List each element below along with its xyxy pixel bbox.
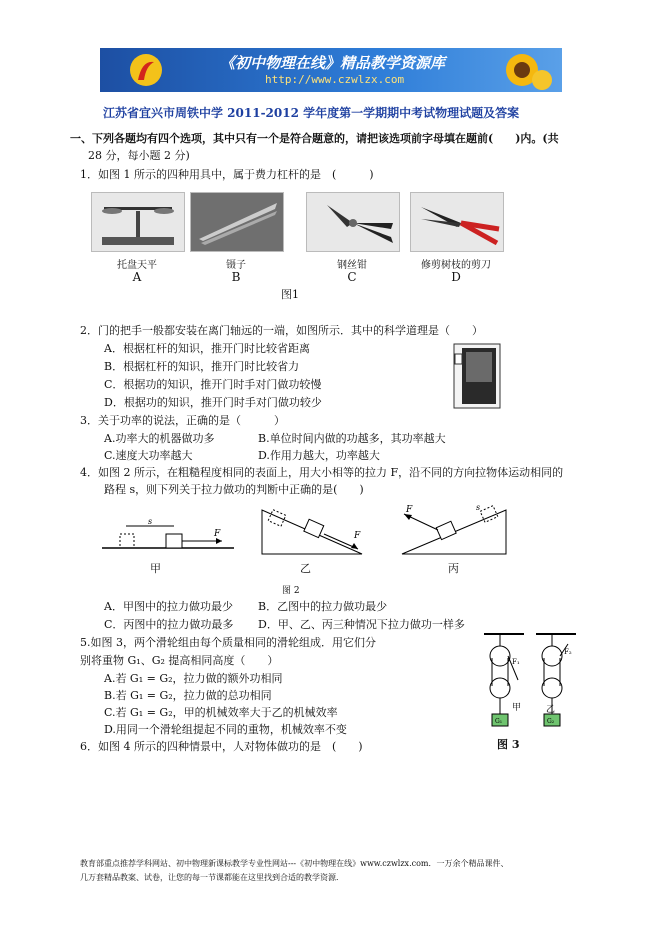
q4-label-bing: 丙	[448, 562, 459, 575]
q5-option-a[interactable]: A.若 G₁ = G₂，拉力做的额外功相同	[104, 672, 283, 685]
pliers-image	[306, 192, 400, 252]
banner-url[interactable]: http://www.czwlzx.com	[265, 73, 405, 86]
footer-line-2: 几万套精品教案、试卷，让您的每一节课都能在这里找到合适的教学资源．	[80, 873, 344, 882]
option-c-label: 钢丝钳	[337, 260, 367, 271]
balance-image	[91, 192, 185, 252]
q4-stem-line1: 4．如图 2 所示，在粗糙程度相同的表面上，用大小相等的拉力 F，沿不同的方向拉物体运动相同的	[80, 466, 564, 479]
q4-force-label-3: F	[406, 505, 413, 515]
q3-stem: 3．关于功率的说法，正确的是（ ）	[80, 414, 285, 427]
q5-g2-label: G₂	[547, 718, 555, 725]
q5-g1-label: G₁	[495, 718, 503, 725]
q4-distance-label-1: s	[148, 517, 153, 526]
q4-option-a[interactable]: A．甲图中的拉力做功最少	[104, 600, 233, 613]
option-d-letter: D	[451, 270, 461, 284]
q3-option-d[interactable]: D.作用力越大，功率越大	[258, 449, 380, 462]
q2-option-c[interactable]: C．根据功的知识，推开门时手对门做功较慢	[104, 378, 322, 391]
door-image	[452, 342, 502, 410]
q4-label-jia: 甲	[150, 562, 161, 575]
q2-option-b[interactable]: B．根据杠杆的知识，推开门时比较省力	[104, 360, 300, 373]
header-banner	[100, 48, 562, 92]
q5-jia-label: 甲	[512, 703, 522, 713]
q5-option-d[interactable]: D.用同一个滑轮组提起不同的重物，机械效率不变	[104, 723, 347, 736]
q3-option-a[interactable]: A.功率大的机器做功多	[104, 432, 215, 445]
site-logo-icon	[128, 52, 164, 88]
option-a-label: 托盘天平	[117, 260, 157, 271]
q6-stem: 6．如图 4 所示的四种情景中，人对物体做功的是 ( )	[80, 740, 363, 753]
q5-yi-label: 乙	[546, 705, 556, 715]
figure-2-caption: 图 2	[282, 586, 300, 596]
banner-title: 《初中物理在线》精品教学资源库	[220, 54, 446, 72]
q4-option-d[interactable]: D．甲、乙、丙三种情况下拉力做功一样多	[258, 618, 465, 631]
footer-line-1: 教育部重点推荐学科网站、初中物理新课标教学专业性网站---《初中物理在线》www.czwlzx.com．一万余个精品课件、	[80, 859, 509, 868]
q1-stem: 1．如图 1 所示的四种用具中，属于费力杠杆的是 ( )	[80, 168, 374, 181]
pruning-shears-image	[410, 192, 504, 252]
q5-stem-line2: 别将重物 G₁、G₂ 提高相同高度（ ）	[80, 654, 279, 667]
q4-force-label-1: F	[214, 529, 221, 539]
q5-f2-label: F₂	[564, 648, 572, 656]
figure-3-caption: 图 3	[497, 738, 520, 751]
q3-option-b[interactable]: B.单位时间内做的功越多，其功率越大	[258, 432, 446, 445]
option-d-label: 修剪树枝的剪刀	[421, 260, 491, 271]
q4-force-label-2: F	[354, 531, 361, 541]
q5-option-b[interactable]: B.若 G₁ = G₂，拉力做的总功相同	[104, 689, 272, 702]
q4-stem-line2: 路程 s，则下列关于拉力做功的判断中正确的是( )	[104, 483, 364, 496]
figure-1-caption: 图1	[281, 288, 299, 301]
figure-2-diagram	[96, 504, 576, 564]
q2-option-a[interactable]: A．根据杠杆的知识，推开门时比较省距离	[104, 342, 310, 355]
q5-f1-label: F₁	[512, 658, 520, 666]
q3-option-c[interactable]: C.速度大功率越大	[104, 449, 193, 462]
q4-label-yi: 乙	[300, 562, 311, 575]
section-instruction: 一、下列各题均有四个选项，其中只有一个是符合题意的，请把该选项前字母填在题前( )内。(共	[70, 132, 559, 145]
q2-stem: 2．门的把手一般都安装在离门轴远的一端，如图所示．其中的科学道理是（ ）	[80, 324, 483, 337]
figure-3-pulleys	[480, 630, 580, 740]
q2-option-d[interactable]: D．根据功的知识，推开门时手对门做功较少	[104, 396, 322, 409]
q4-distance-label-3: s	[476, 504, 481, 512]
option-c-letter: C	[347, 270, 357, 284]
q5-option-c[interactable]: C.若 G₁ = G₂，甲的机械效率大于乙的机械效率	[104, 706, 338, 719]
page-title: 江苏省宜兴市周铁中学 2011-2012 学年度第一学期期中考试物理试题及答案	[103, 106, 520, 120]
tweezers-image	[190, 192, 284, 252]
option-a-letter: A	[132, 270, 142, 284]
q5-stem-line1: 5.如图 3，两个滑轮组由每个质量相同的滑轮组成．用它们分	[80, 636, 376, 649]
sunflower-icon	[492, 50, 552, 90]
option-b-letter: B	[231, 270, 241, 284]
section-score: 28 分，每小题 2 分)	[88, 149, 190, 162]
q4-option-c[interactable]: C．丙图中的拉力做功最多	[104, 618, 234, 631]
option-b-label: 镊子	[226, 260, 246, 271]
q4-option-b[interactable]: B．乙图中的拉力做功最少	[258, 600, 388, 613]
